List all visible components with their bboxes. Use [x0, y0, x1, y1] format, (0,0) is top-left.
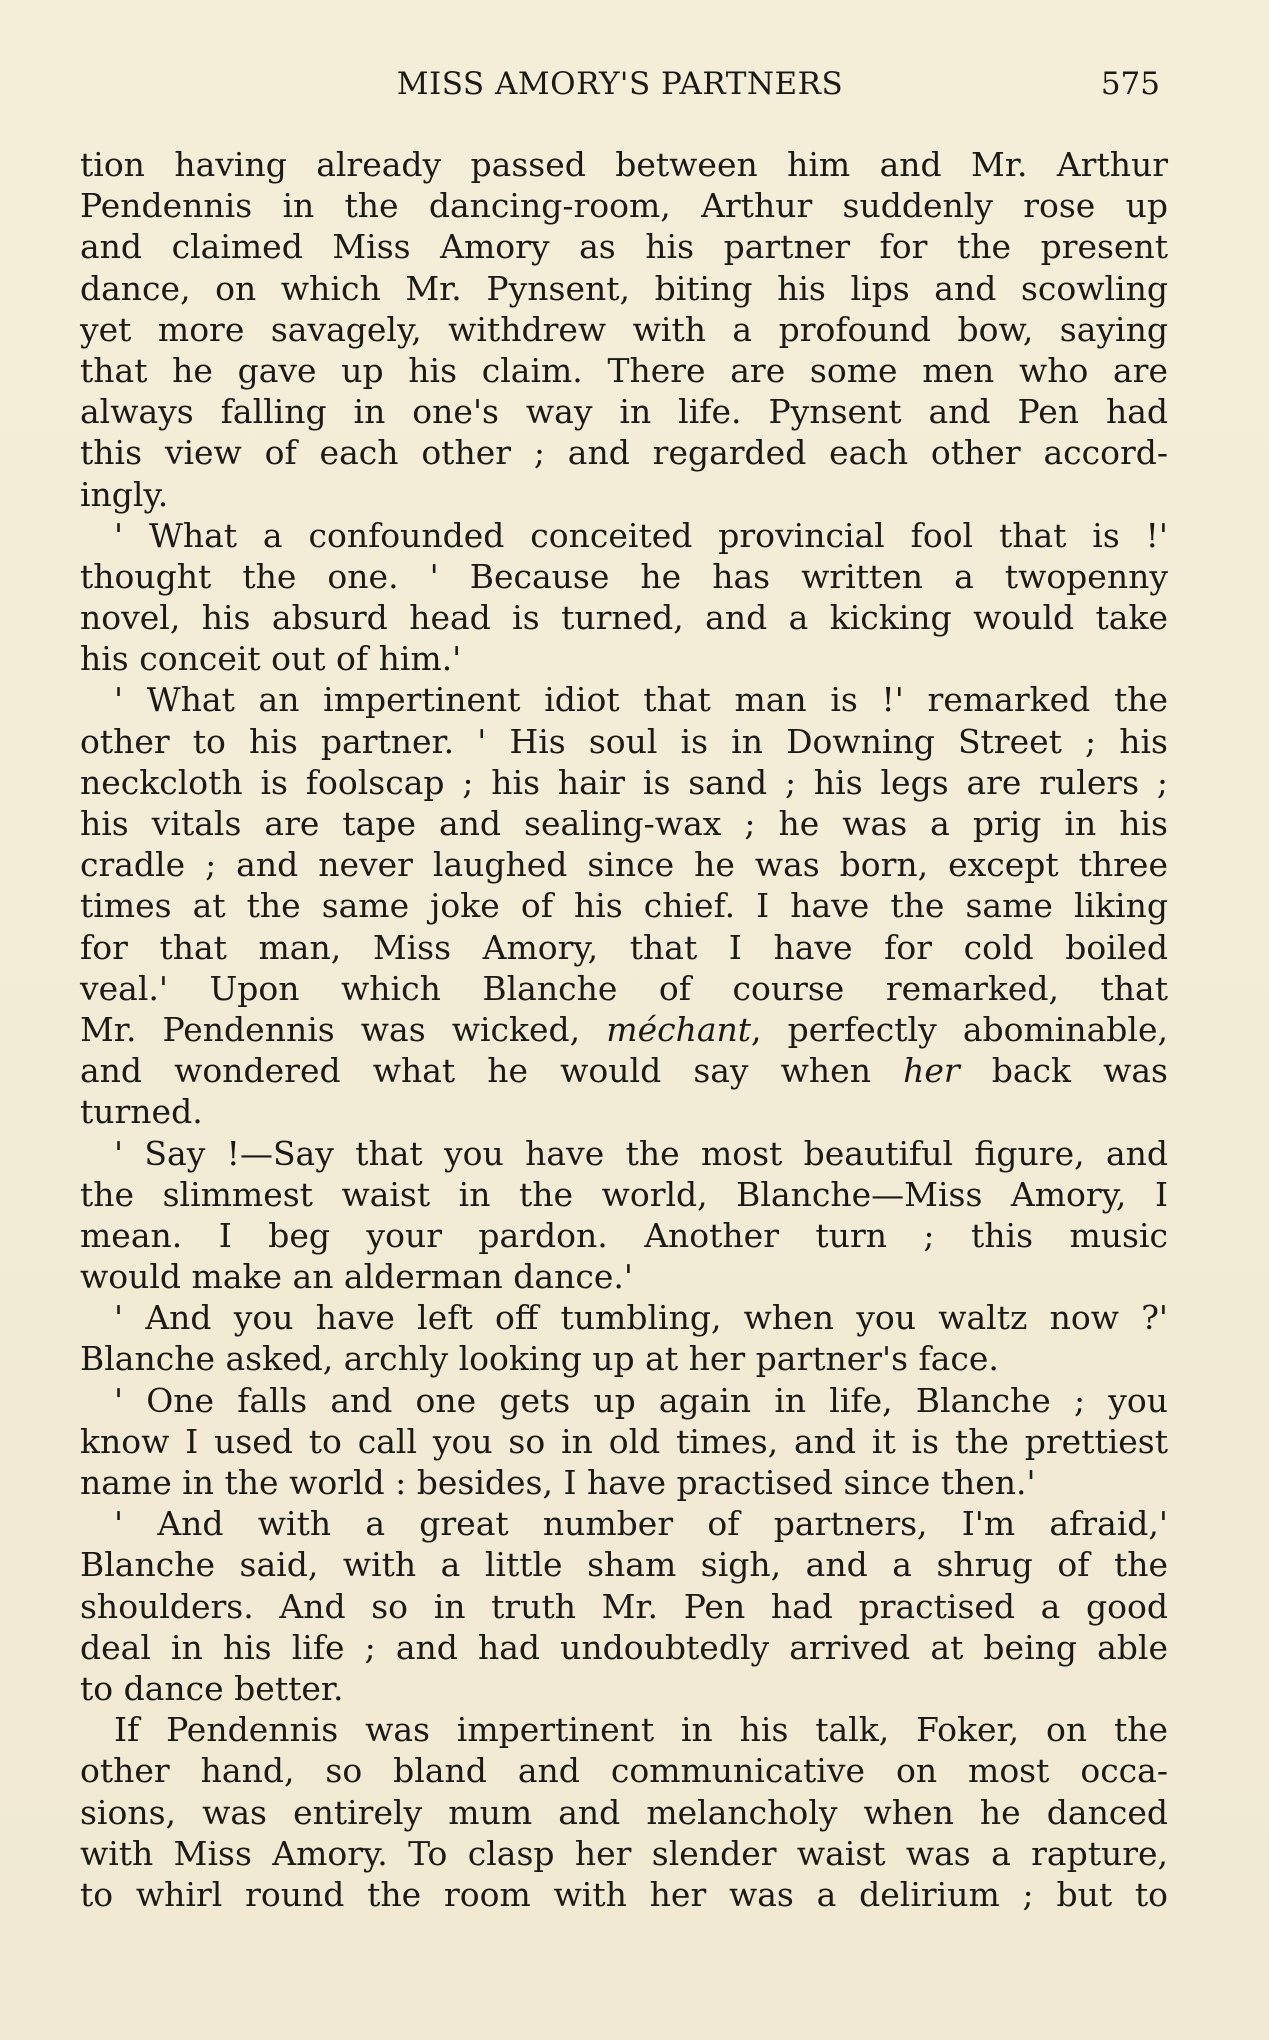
text-line: other hand, so bland and communicative on most occa-	[80, 1751, 1168, 1791]
text-line: ' What a confounded conceited provincial fool that is !'	[114, 515, 1168, 555]
text-line: dance, on which Mr. Pynsent, biting his lips and scowling	[80, 268, 1168, 308]
text-line: other to his partner. ' His soul is in Downing Street ; his	[80, 721, 1168, 761]
text-line: this view of each other ; and regarded each other accord-	[80, 433, 1168, 473]
text-line: know I used to call you so in old times, and it is the prettiest	[80, 1421, 1168, 1461]
text-line: ' And with a great number of partners, I'm afraid,'	[114, 1504, 1168, 1544]
text-line: to dance better.	[80, 1668, 344, 1708]
text-line: always falling in one's way in life. Pynsent and Pen had	[80, 392, 1168, 432]
text-line: would make an alderman dance.'	[80, 1257, 633, 1297]
running-title: MISS AMORY'S PARTNERS	[396, 66, 844, 102]
text-line: deal in his life ; and had undoubtedly arrived at being able	[80, 1627, 1168, 1667]
text-line: times at the same joke of his chief. I have the same liking	[80, 886, 1168, 926]
text-line: turned.	[80, 1092, 203, 1132]
text-line: to whirl round the room with her was a delirium ; but to	[80, 1874, 1168, 1914]
text-line: Pendennis in the dancing-room, Arthur suddenly rose up	[80, 186, 1168, 226]
page-number: 575	[1100, 66, 1160, 102]
text-line: mean. I beg your pardon. Another turn ; this music	[80, 1215, 1168, 1255]
text-line: yet more savagely, withdrew with a profound bow, saying	[80, 309, 1168, 349]
text-line: thought the one. ' Because he has written a twopenny	[80, 556, 1168, 596]
text-line: Blanche asked, archly looking up at her partner's face.	[80, 1339, 999, 1379]
text-line: sions, was entirely mum and melancholy when he danced	[80, 1792, 1168, 1832]
text-line: and wondered what he would say when her back was	[80, 1051, 1168, 1091]
text-line: ' Say !—Say that you have the most beautiful figure, and	[114, 1133, 1168, 1173]
text-line: Mr. Pendennis was wicked, méchant, perfectly abominable,	[80, 1009, 1168, 1049]
text-line: ' One falls and one gets up again in life, Blanche ; you	[114, 1380, 1168, 1420]
text-line: for that man, Miss Amory, that I have for cold boiled	[80, 927, 1168, 967]
text-line: neckcloth is foolscap ; his hair is sand ; his legs are rulers ;	[80, 762, 1168, 802]
text-line: shoulders. And so in truth Mr. Pen had practised a good	[80, 1586, 1168, 1626]
text-line: the slimmest waist in the world, Blanche—Miss Amory, I	[80, 1174, 1168, 1214]
text-line: with Miss Amory. To clasp her slender waist was a rapture,	[80, 1833, 1168, 1873]
text-line: If Pendennis was impertinent in his talk, Foker, on the	[114, 1710, 1168, 1750]
text-line: Blanche said, with a little sham sigh, and a shrug of the	[80, 1545, 1168, 1585]
text-line: novel, his absurd head is turned, and a kicking would take	[80, 598, 1168, 638]
text-line: veal.' Upon which Blanche of course remarked, that	[80, 968, 1168, 1008]
text-line: and claimed Miss Amory as his partner for the present	[80, 227, 1168, 267]
text-line: his vitals are tape and sealing-wax ; he was a prig in his	[80, 804, 1168, 843]
body-text	[80, 144, 1168, 1915]
text-line: tion having already passed between him and Mr. Arthur	[80, 145, 1168, 184]
text-line: name in the world : besides, I have practised since then.'	[80, 1463, 1036, 1502]
text-line: cradle ; and never laughed since he was born, except three	[80, 845, 1168, 885]
text-line: ingly.	[80, 474, 169, 514]
page-header	[80, 66, 1160, 114]
text-line: that he gave up his claim. There are some men who are	[80, 350, 1168, 390]
text-line: ' And you have left off tumbling, when you waltz now ?'	[114, 1298, 1168, 1338]
text-line: ' What an impertinent idiot that man is !' remarked the	[114, 680, 1168, 720]
text-line: his conceit out of him.'	[80, 639, 462, 679]
